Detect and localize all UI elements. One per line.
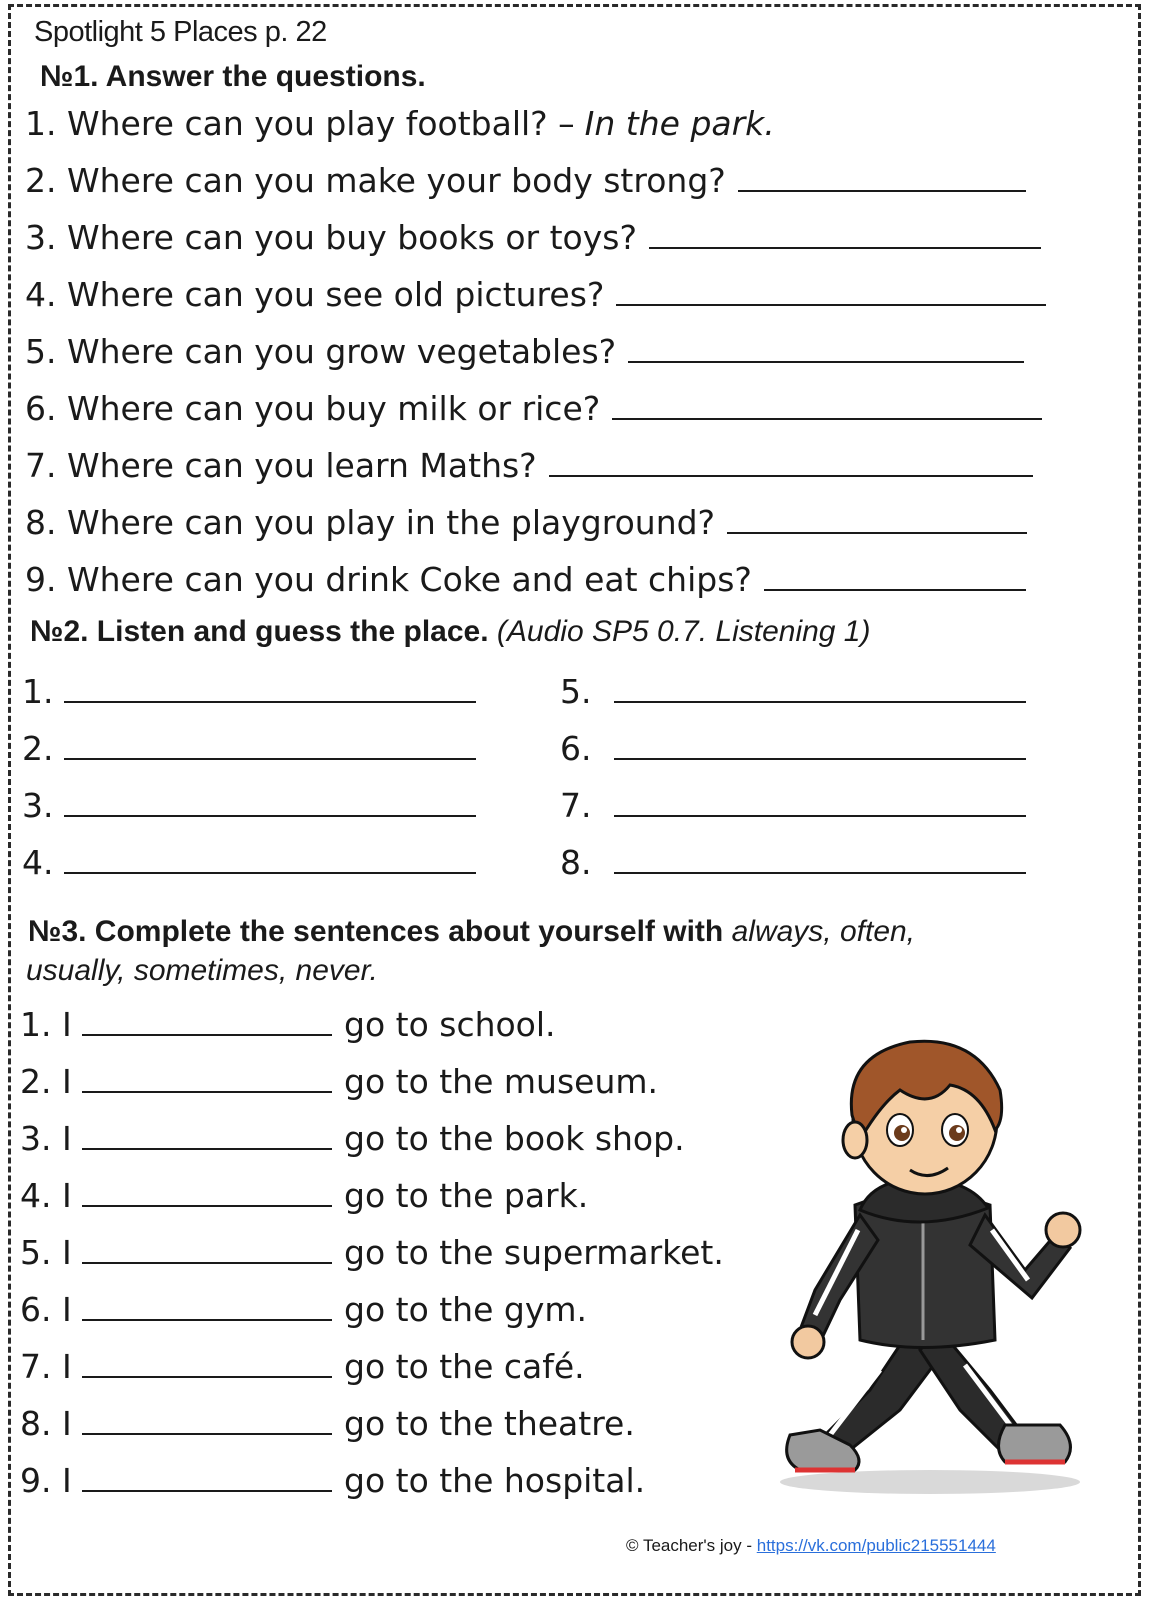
answer-blank[interactable] [628, 333, 1024, 363]
task2-audio-note: (Audio SP5 0.7. Listening 1) [496, 615, 871, 648]
question-row [25, 275, 1046, 325]
sentence-end: go to the supermarket. [344, 1233, 724, 1272]
task3-words: usually, sometimes, never. [26, 954, 378, 987]
answer-blank[interactable] [614, 673, 1026, 703]
answer-blank[interactable] [82, 1120, 332, 1150]
credit-link[interactable]: https://vk.com/public215551444 [756, 1536, 996, 1555]
sentence-end: go to the park. [344, 1176, 589, 1215]
task3-title-line2 [26, 954, 378, 988]
answer-blank[interactable] [614, 844, 1026, 874]
item-number: 2. [22, 729, 54, 768]
question-row [25, 161, 1026, 211]
sentence-row [20, 1461, 645, 1500]
credit-text: © Teacher's joy - [626, 1536, 757, 1555]
answer-blank[interactable] [82, 1006, 332, 1036]
sentence-end: go to the hospital. [344, 1461, 646, 1500]
answer-blank[interactable] [727, 504, 1027, 534]
listen-row [560, 672, 1026, 711]
answer-blank[interactable] [82, 1405, 332, 1435]
listen-row [22, 786, 476, 825]
sentence-start: 1. I [20, 1005, 72, 1044]
task3-words: always, often, [731, 915, 916, 948]
worksheet-title: Spotlight 5 Places p. 22 [34, 16, 327, 48]
answer-blank[interactable] [764, 561, 1026, 591]
question-text: 4. Where can you see old pictures? [25, 275, 605, 314]
answer-blank[interactable] [738, 162, 1026, 192]
question-text: 3. Where can you buy books or toys? [25, 218, 637, 257]
sentence-row [20, 1119, 685, 1158]
answer-blank[interactable] [64, 730, 476, 760]
footer-credit [626, 1536, 996, 1556]
listen-row [560, 786, 1026, 825]
item-number: 3. [22, 786, 54, 825]
answer-blank[interactable] [82, 1291, 332, 1321]
question-text: 2. Where can you make your body strong? [25, 161, 726, 200]
task1-title: №1. Answer the questions. [40, 60, 426, 93]
answer-blank[interactable] [549, 447, 1033, 477]
answer-blank[interactable] [64, 844, 476, 874]
answer-blank[interactable] [82, 1063, 332, 1093]
item-number: 6. [560, 729, 592, 768]
question-row [25, 389, 1042, 439]
sentence-start: 5. I [20, 1233, 72, 1272]
sentence-row [20, 1176, 588, 1215]
listen-row [22, 672, 476, 711]
sentence-start: 6. I [20, 1290, 72, 1329]
example-answer: In the park. [584, 104, 775, 143]
walking-boy-illustration [760, 1030, 1090, 1500]
answer-blank[interactable] [614, 787, 1026, 817]
answer-blank[interactable] [82, 1177, 332, 1207]
answer-blank[interactable] [616, 276, 1046, 306]
sentence-start: 8. I [20, 1404, 72, 1443]
sentence-end: go to the theatre. [344, 1404, 635, 1443]
listen-row [560, 843, 1026, 882]
item-number: 1. [22, 672, 54, 711]
question-text: 8. Where can you play in the playground? [25, 503, 716, 542]
answer-blank[interactable] [64, 787, 476, 817]
answer-blank[interactable] [82, 1348, 332, 1378]
question-row [25, 332, 1024, 382]
item-number: 7. [560, 786, 592, 825]
sentence-end: go to the book shop. [344, 1119, 685, 1158]
task3-title [28, 915, 915, 949]
question-text: 1. Where can you play football? – [25, 104, 575, 143]
sentence-end: go to the café. [344, 1347, 585, 1386]
sentence-row [20, 1404, 635, 1443]
sentence-start: 3. I [20, 1119, 72, 1158]
question-row [25, 446, 1033, 496]
sentence-row [20, 1005, 556, 1044]
question-text: 6. Where can you buy milk or rice? [25, 389, 601, 428]
sentence-start: 9. I [20, 1461, 72, 1500]
sentence-row [20, 1233, 724, 1272]
answer-blank[interactable] [649, 219, 1041, 249]
listen-row [22, 843, 476, 882]
answer-blank[interactable] [82, 1462, 332, 1492]
item-number: 8. [560, 843, 592, 882]
sentence-row [20, 1347, 585, 1386]
sentence-end: go to school. [344, 1005, 556, 1044]
sentence-start: 2. I [20, 1062, 72, 1101]
task3-title-text: №3. Complete the sentences about yourself with [28, 915, 724, 948]
question-row [25, 104, 775, 154]
question-row [25, 218, 1041, 268]
item-number: 5. [560, 672, 592, 711]
answer-blank[interactable] [82, 1234, 332, 1264]
sentence-end: go to the gym. [344, 1290, 588, 1329]
sentence-end: go to the museum. [344, 1062, 658, 1101]
question-row [25, 560, 1026, 610]
sentence-row [20, 1062, 658, 1101]
question-row [25, 503, 1027, 553]
sentence-start: 4. I [20, 1176, 72, 1215]
task2-title [30, 615, 871, 649]
question-text: 5. Where can you grow vegetables? [25, 332, 617, 371]
listen-row [22, 729, 476, 768]
sentence-start: 7. I [20, 1347, 72, 1386]
question-text: 9. Where can you drink Coke and eat chips? [25, 560, 752, 599]
task2-title-text: №2. Listen and guess the place. [30, 615, 489, 648]
answer-blank[interactable] [614, 730, 1026, 760]
sentence-row [20, 1290, 587, 1329]
answer-blank[interactable] [64, 673, 476, 703]
answer-blank[interactable] [612, 390, 1042, 420]
listen-row [560, 729, 1026, 768]
item-number: 4. [22, 843, 54, 882]
question-text: 7. Where can you learn Maths? [25, 446, 537, 485]
